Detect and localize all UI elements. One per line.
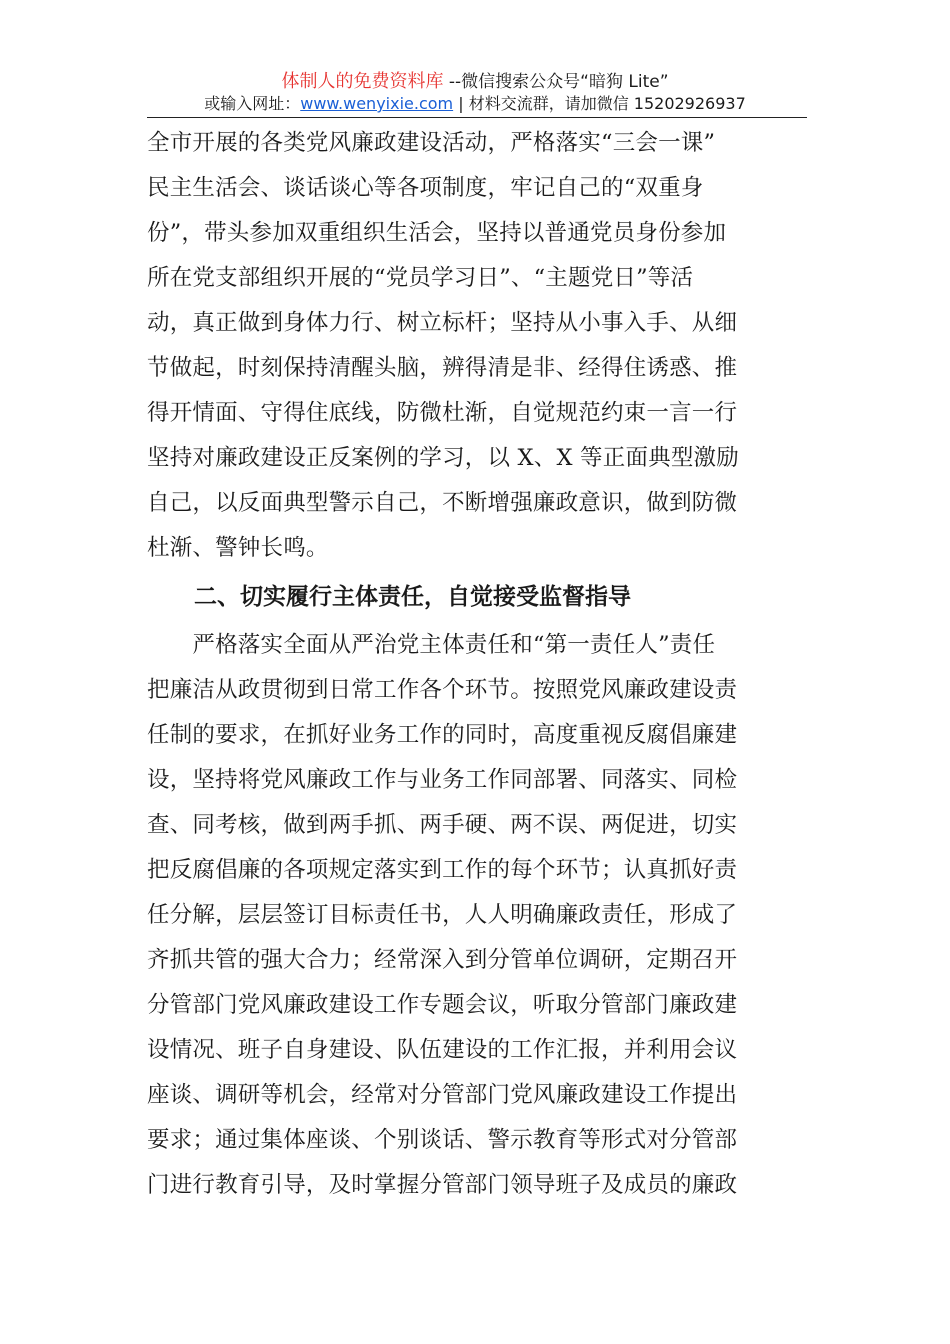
- section-heading: 二、切实履行主体责任，自觉接受监督指导: [194, 584, 631, 610]
- text-line: 分管部门党风廉政建设工作专题会议，听取分管部门廉政建: [147, 992, 738, 1018]
- text-line: 民主生活会、谈话谈心等各项制度，牢记自己的“双重身: [147, 175, 704, 201]
- text-line: 门进行教育引导，及时掌握分管部门领导班子及成员的廉政: [147, 1172, 738, 1198]
- text-line: 把廉洁从政贯彻到日常工作各个环节。按照党风廉政建设责: [147, 677, 738, 703]
- text-line: 节做起，时刻保持清醒头脑，辨得清是非、经得住诱惑、推: [147, 355, 738, 381]
- text-line: 查、同考核，做到两手抓、两手硬、两不误、两促进，切实: [147, 812, 738, 838]
- paragraph-2: [147, 623, 812, 1208]
- text-line: 任分解，层层签订目标责任书，人人明确廉政责任，形成了: [147, 902, 738, 928]
- header-title: 体制人的免费资料库: [281, 71, 444, 92]
- text-line: 任制的要求，在抓好业务工作的同时，高度重视反腐倡廉建: [147, 722, 738, 748]
- document-body: [147, 121, 812, 1208]
- text-line: 设情况、班子自身建设、队伍建设的工作汇报，并利用会议: [147, 1037, 738, 1063]
- text-line: 全市开展的各类党风廉政建设活动，严格落实“三会一课”: [147, 130, 716, 156]
- text-line: 坚持对廉政建设正反案例的学习，以 X、X 等正面典型激励: [147, 445, 739, 471]
- text-line: 设，坚持将党风廉政工作与业务工作同部署、同落实、同检: [147, 767, 738, 793]
- text-line: 得开情面、守得住底线，防微杜渐，自觉规范约束一言一行: [147, 400, 738, 426]
- header-divider: [147, 117, 807, 118]
- text-line: 把反腐倡廉的各项规定落实到工作的每个环节；认真抓好责: [147, 857, 738, 883]
- text-line: 要求；通过集体座谈、个别谈话、警示教育等形式对分管部: [147, 1127, 738, 1153]
- text-line: 座谈、调研等机会，经常对分管部门党风廉政建设工作提出: [147, 1082, 738, 1108]
- text-line: 严格落实全面从严治党主体责任和“第一责任人”责任: [147, 632, 716, 658]
- text-line: 所在党支部组织开展的“党员学习日”、“主题党日”等活: [147, 265, 694, 291]
- text-line: 份”，带头参加双重组织生活会，坚持以普通党员身份参加: [147, 220, 727, 246]
- header-contact-line: [0, 93, 950, 115]
- page-header: [0, 0, 950, 120]
- header-subtitle: --微信搜索公众号“暗狗 Lite”: [448, 72, 669, 92]
- paragraph-1: [147, 121, 812, 571]
- text-line: 齐抓共管的强大合力；经常深入到分管单位调研，定期召开: [147, 947, 738, 973]
- contact-info: | 材料交流群，请加微信 15202926937: [453, 94, 746, 113]
- text-line: 杜渐、警钟长鸣。: [147, 535, 329, 561]
- text-line: 动，真正做到身体力行、树立标杆；坚持从小事入手、从细: [147, 310, 738, 336]
- website-link[interactable]: www.wenyixie.com: [300, 94, 454, 113]
- url-prefix: 或输入网址：: [204, 94, 301, 113]
- header-banner: [0, 70, 950, 94]
- text-line: 自己，以反面典型警示自己，不断增强廉政意识，做到防微: [147, 490, 738, 516]
